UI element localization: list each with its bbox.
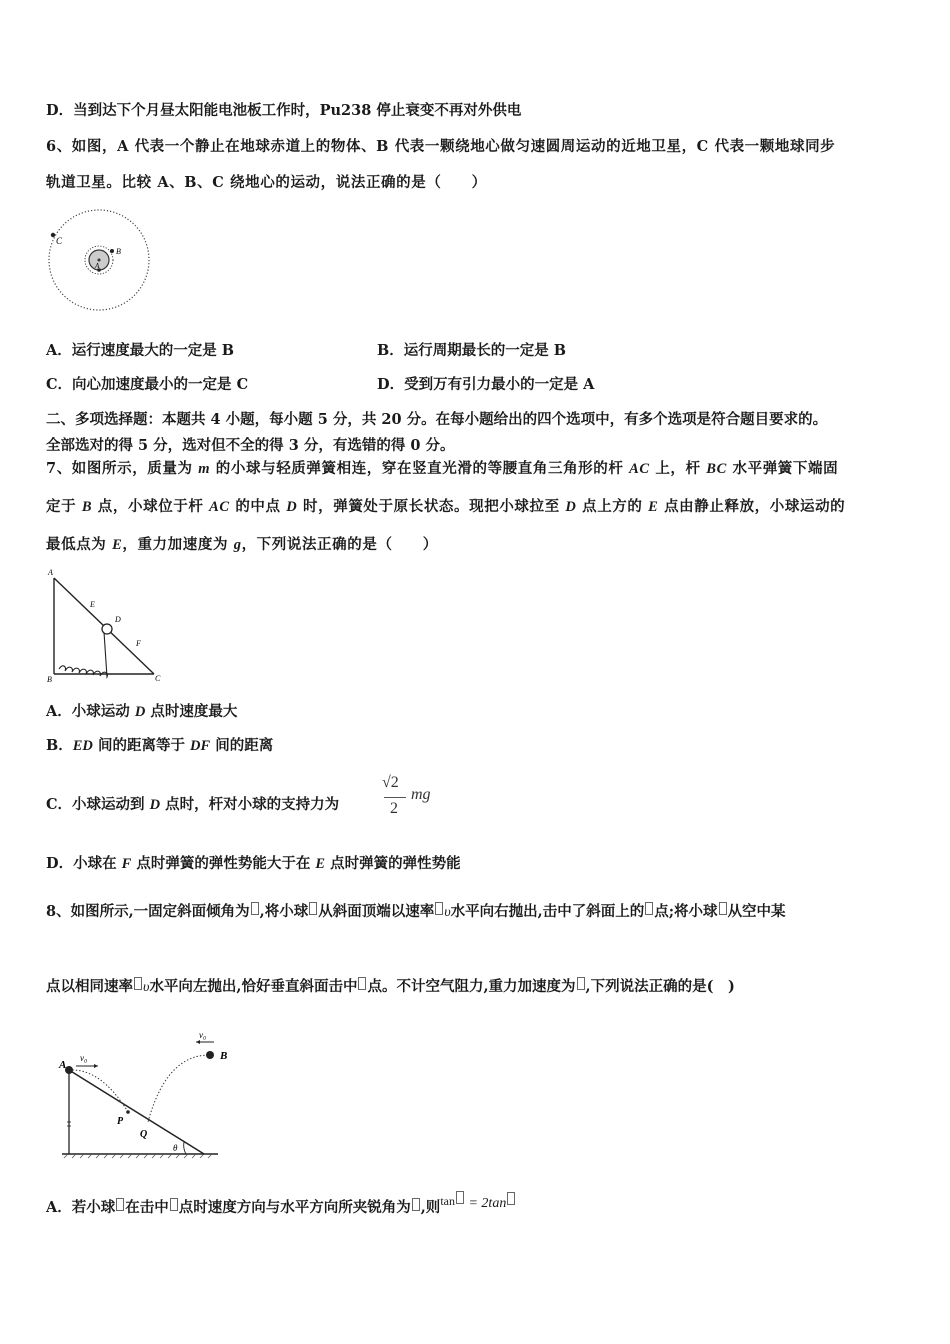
q6-stem-line1: 6、如图，A 代表一个静止在地球赤道上的物体、B 代表一颗绕地心做匀速圆周运动的近地卫星，C 代表一颗地球同步 [46,138,836,155]
q8-stem-line2: 点以相同速率 υ水平向左抛出,恰好垂直斜面击中 点。不计空气阻力,重力加速度为 ,下列说法正确的是( ) [46,978,735,995]
q8-option-a: A．若小球 在击中 点时速度方向与水平方向所夹锐角为 ,则$^{tan}$ = 2tan [46,1198,516,1219]
label-q: Q [140,1129,148,1140]
missing-glyph [719,902,727,915]
q7-stem-line3: 最低点为 E，重力加速度为 g，下列说法正确的是（ ） [46,536,438,553]
q6-stem-line2: 轨道卫星。比较 A、B、C 绕地心的运动，说法正确的是（ ） [46,174,487,191]
label-b: B [116,247,121,256]
missing-glyph [134,977,142,990]
label-v0-b: v₀ [199,1030,207,1040]
missing-glyph [412,1198,420,1211]
section2-line1: 二、多项选择题：本题共 4 小题，每小题 5 分，共 20 分。在每小题给出的四个选项中，有多个选项是符合题目要求的。 [46,411,828,428]
missing-glyph [577,977,585,990]
incline-slope [69,1070,204,1154]
q6-option-c: C．向心加速度最小的一定是 C [46,376,249,393]
section2-line2: 全部选对的得 5 分，选对但不全的得 3 分，有选错的得 0 分。 [46,437,455,454]
q8-stem-line1: 8、如图所示,一固定斜面倾角为 ,将小球 从斜面顶端以速率 υ水平向右抛出,击中了斜面上的 点;将小球 从空中某 [46,903,786,920]
missing-glyph [309,902,317,915]
missing-glyph [170,1198,178,1211]
trajectory-b [148,1055,208,1122]
q7-stem-line1: 7、如图所示，质量为 m 的小球与轻质弹簧相连，穿在竖直光滑的等腰直角三角形的杆 AC 上，杆 BC 水平弹簧下端固 [46,460,839,477]
label-a: A [95,262,100,270]
ball-d [102,624,112,634]
q7-option-a: A．小球运动 D 点时速度最大 [46,703,238,720]
label-theta: θ [173,1143,178,1153]
q7-option-c: C．小球运动到 D 点时，杆对小球的支持力为 [46,796,340,813]
label-c: C [155,674,161,683]
label-a: A [48,568,53,577]
satellite-b [110,249,114,253]
missing-glyph [507,1192,515,1205]
q7-stem-line2: 定于 B 点，小球位于杆 AC 的中点 D 时，弹簧处于原长状态。现把小球拉至 D 点上方的 E 点由静止释放，小球运动的 [46,498,846,515]
q7-option-d: D．小球在 F 点时弹簧的弹性势能大于在 E 点时弹簧的弹性势能 [46,855,461,872]
label-c: C [56,236,63,246]
label-d: D [115,615,121,624]
satellite-c [51,233,55,237]
label-a: A [59,1059,67,1071]
missing-glyph [116,1198,124,1211]
label-b: B [47,675,52,684]
q8-incline-figure [56,1028,246,1163]
q6-option-d: D．受到万有引力最小的一定是 A [377,376,595,393]
label-f: F [136,639,141,648]
missing-glyph [358,977,366,990]
q7-option-b: B．ED 间的距离等于 DF 间的距离 [46,737,274,754]
q6-option-a: A．运行速度最大的一定是 B [46,342,235,359]
missing-glyph [251,902,259,915]
point-p [126,1110,130,1114]
label-v0-a: v₀ [80,1053,88,1063]
missing-glyph [435,902,443,915]
angle-arc [184,1142,186,1154]
q7-triangle-figure [44,568,168,686]
missing-glyph [645,902,653,915]
spring [59,632,107,677]
ball-b [206,1051,214,1059]
label-p: P [117,1116,124,1127]
label-e: E [90,600,95,609]
missing-glyph [456,1191,464,1204]
label-b: B [220,1050,228,1062]
q5-option-d: D．当到达下个月昼太阳能电池板工作时，Pu238 停止衰变不再对外供电 [46,102,522,119]
q6-orbit-figure [44,205,154,315]
q6-option-b: B．运行周期最长的一定是 B [377,342,567,359]
